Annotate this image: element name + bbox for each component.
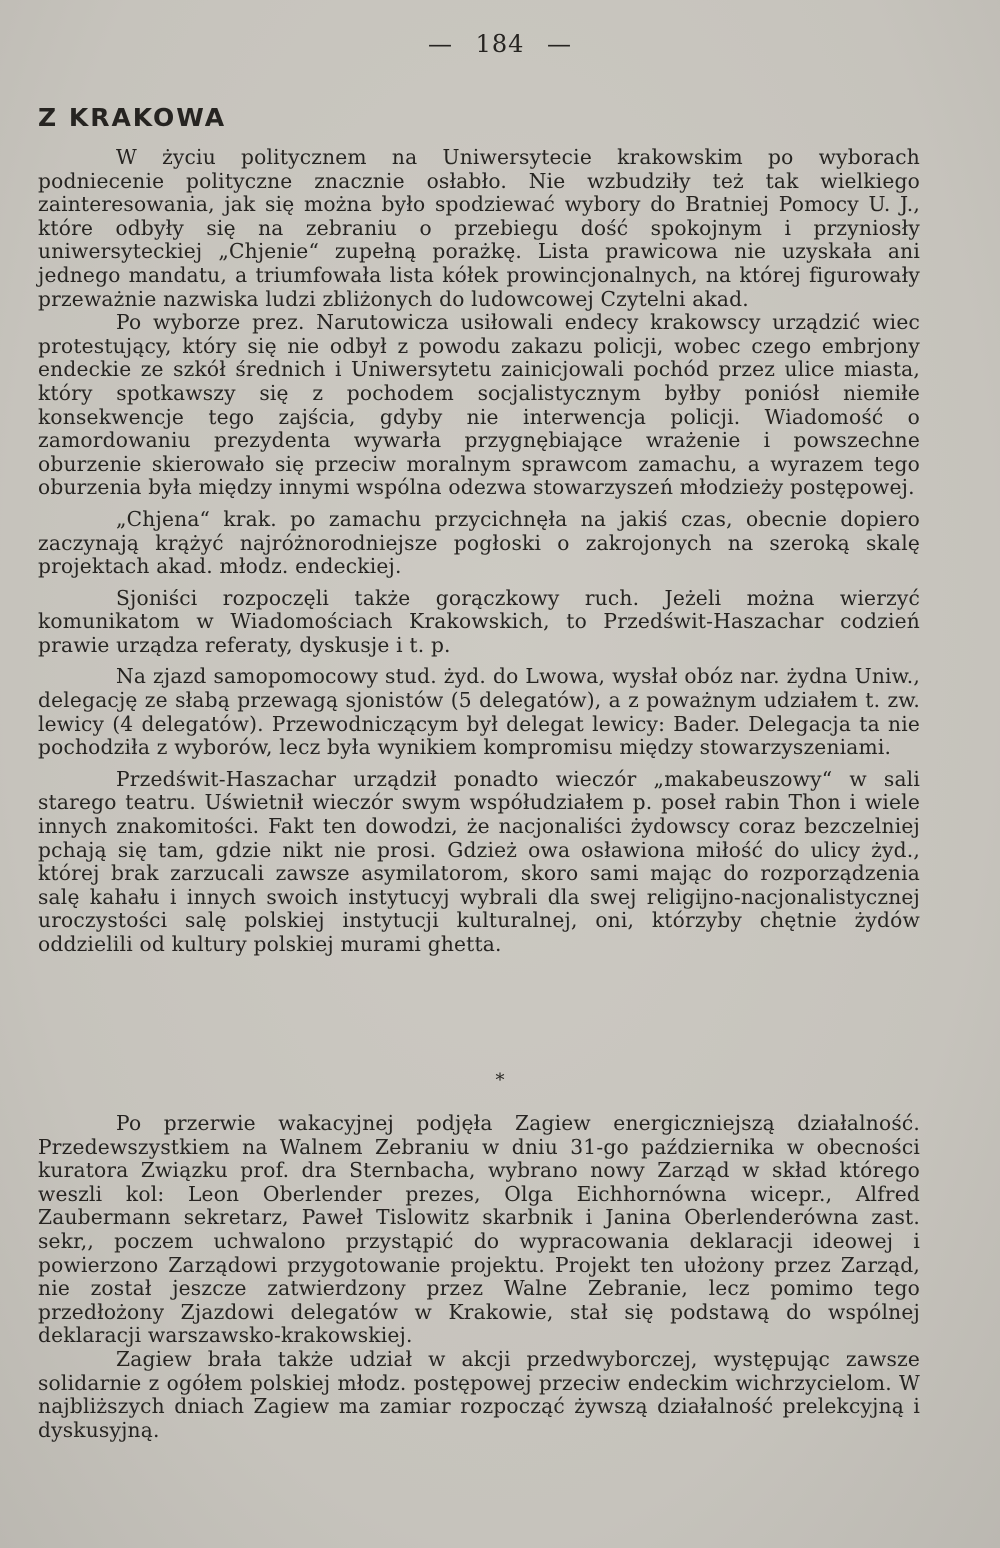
paragraph: Zagiew brała także udział w akcji przedwyborczej, występując zawsze solidarnie z ogółem polskiej młodz. postępowej przeciw endeckim wichrzycielom. W najbliższych dniach Zagiew ma zamiar rozpocząć żywszą działalność prelekcyjną i dyskusyjną. bbox=[38, 1346, 920, 1442]
section-separator: * bbox=[495, 1070, 505, 1091]
paragraph: Na zjazd samopomocowy stud. żyd. do Lwowa, wysłał obóz nar. żydna Uniw., delegację ze słabą przewagą sjonistów (5 delegatów), a z poważnym udziałem t. zw. lewicy (4 delegatów). Przewodniczącym był delegat lewicy: Bader. Delegacja ta nie pochodziła z wyborów, lecz była wynikiem kompromisu między stowarzyszeniami. bbox=[38, 664, 920, 760]
paragraph: Sjoniści rozpoczęli także gorączkowy ruch. Jeżeli można wierzyć komunikatom w Wiadomościach Krakowskich, to Przedświt-Haszachar codzień prawie urządza referaty, dyskusje i t. p. bbox=[38, 585, 920, 657]
section-krakow-body bbox=[38, 146, 920, 957]
paragraph: Przedświt-Haszachar urządził ponadto wieczór „makabeuszowy“ w sali starego teatru. Uświetnił wieczór swym współudziałem p. poseł rabin Thon i wiele innych znakomitości. Fakt ten dowodzi, że nacjonaliści żydowscy coraz bezczelniej pchają się tam, gdzie nikt nie prosi. Gdzież owa osławiona miłość do ulicy żyd., której brak zarzucali zawsze asymilatorom, skoro sami mając do rozporządzenia salę kahału i innych swoich instytucyj wybrali dla swej religijno-nacjonalistycznej uroczystości salę polskiej instytucji kulturalnej, oni, którzyby chętnie żydów oddzielili od kultury polskiej murami ghetta. bbox=[38, 766, 920, 956]
paragraph: W życiu politycznem na Uniwersytecie krakowskim po wyborach podniecenie polityczne znacznie osłabło. Nie wzbudziły też tak wielkiego zainteresowania, jak się można było spodziewać wybory do Bratniej Pomocy U. J., które odbyły się na zebraniu o przebiegu dość spokojnym i przyniosły uniwersyteckiej „Chjenie“ zupełną porażkę. Lista prawicowa nie uzyskała ani jednego mandatu, a triumfowała lista kółek prowincjonalnych, na której figurowały przeważnie nazwiska ludzi zbliżonych do ludowcowej Czytelni akad. bbox=[38, 145, 920, 311]
page-number-dash-left: — bbox=[427, 30, 453, 58]
section-zagiew-body bbox=[38, 1112, 920, 1442]
page-number bbox=[0, 30, 1000, 58]
paragraph: „Chjena“ krak. po zamachu przycichnęła na jakiś czas, obecnie dopiero zaczynają krążyć najróżnorodniejsze pogłoski o zakrojonych na szeroką skalę projektach akad. młodz. endeckiej. bbox=[38, 506, 920, 579]
section-title: Z KRAKOWA bbox=[38, 103, 227, 132]
page-number-dash-right: — bbox=[547, 30, 573, 58]
paragraph: Po wyborze prez. Narutowicza usiłowali endecy krakowscy urządzić wiec protestujący, który się nie odbył z powodu zakazu policji, wobec czego embrjony endeckie ze szkół średnich i Uniwersytetu zainicjowali pochód przez ulice miasta, który spotkawszy się z pochodem socjalistycznym byłby poniósł niemiłe konsekwencje tego zajścia, gdyby nie interwencja policji. Wiadomość o zamordowaniu prezydenta wywarła przygnębiające wrażenie i powszechne oburzenie skierowało się przeciw moralnym sprawcom zamachu, a wyrazem tego oburzenia była między innymi wspólna odezwa stowarzyszeń młodzieży postępowej. bbox=[38, 310, 920, 500]
paragraph: Po przerwie wakacyjnej podjęła Zagiew energiczniejszą działalność. Przedewszystkiem na Walnem Zebraniu w dniu 31-go października w obecności kuratora Związku prof. dra Sternbacha, wybrano nowy Zarząd w skład którego weszli kol: Leon Oberlender prezes, Olga Eichhornówna wicepr., Alfred Zaubermann sekretarz, Paweł Tislowitz skarbnik i Janina Oberlenderówna zast. sekr,, poczem uchwalono przystąpić do wypracowania deklaracji ideowej i powierzono Zarządowi przygotowanie projektu. Projekt ten ułożony przez Zarząd, nie został jeszcze zatwierdzony przez Walne Zebranie, lecz pomimo tego przedłożony Zjazdowi delegatów w Krakowie, stał się podstawą do wspólnej deklaracji warszawsko-krakowskiej. bbox=[38, 1111, 920, 1348]
page-number-value: 184 bbox=[475, 30, 525, 58]
